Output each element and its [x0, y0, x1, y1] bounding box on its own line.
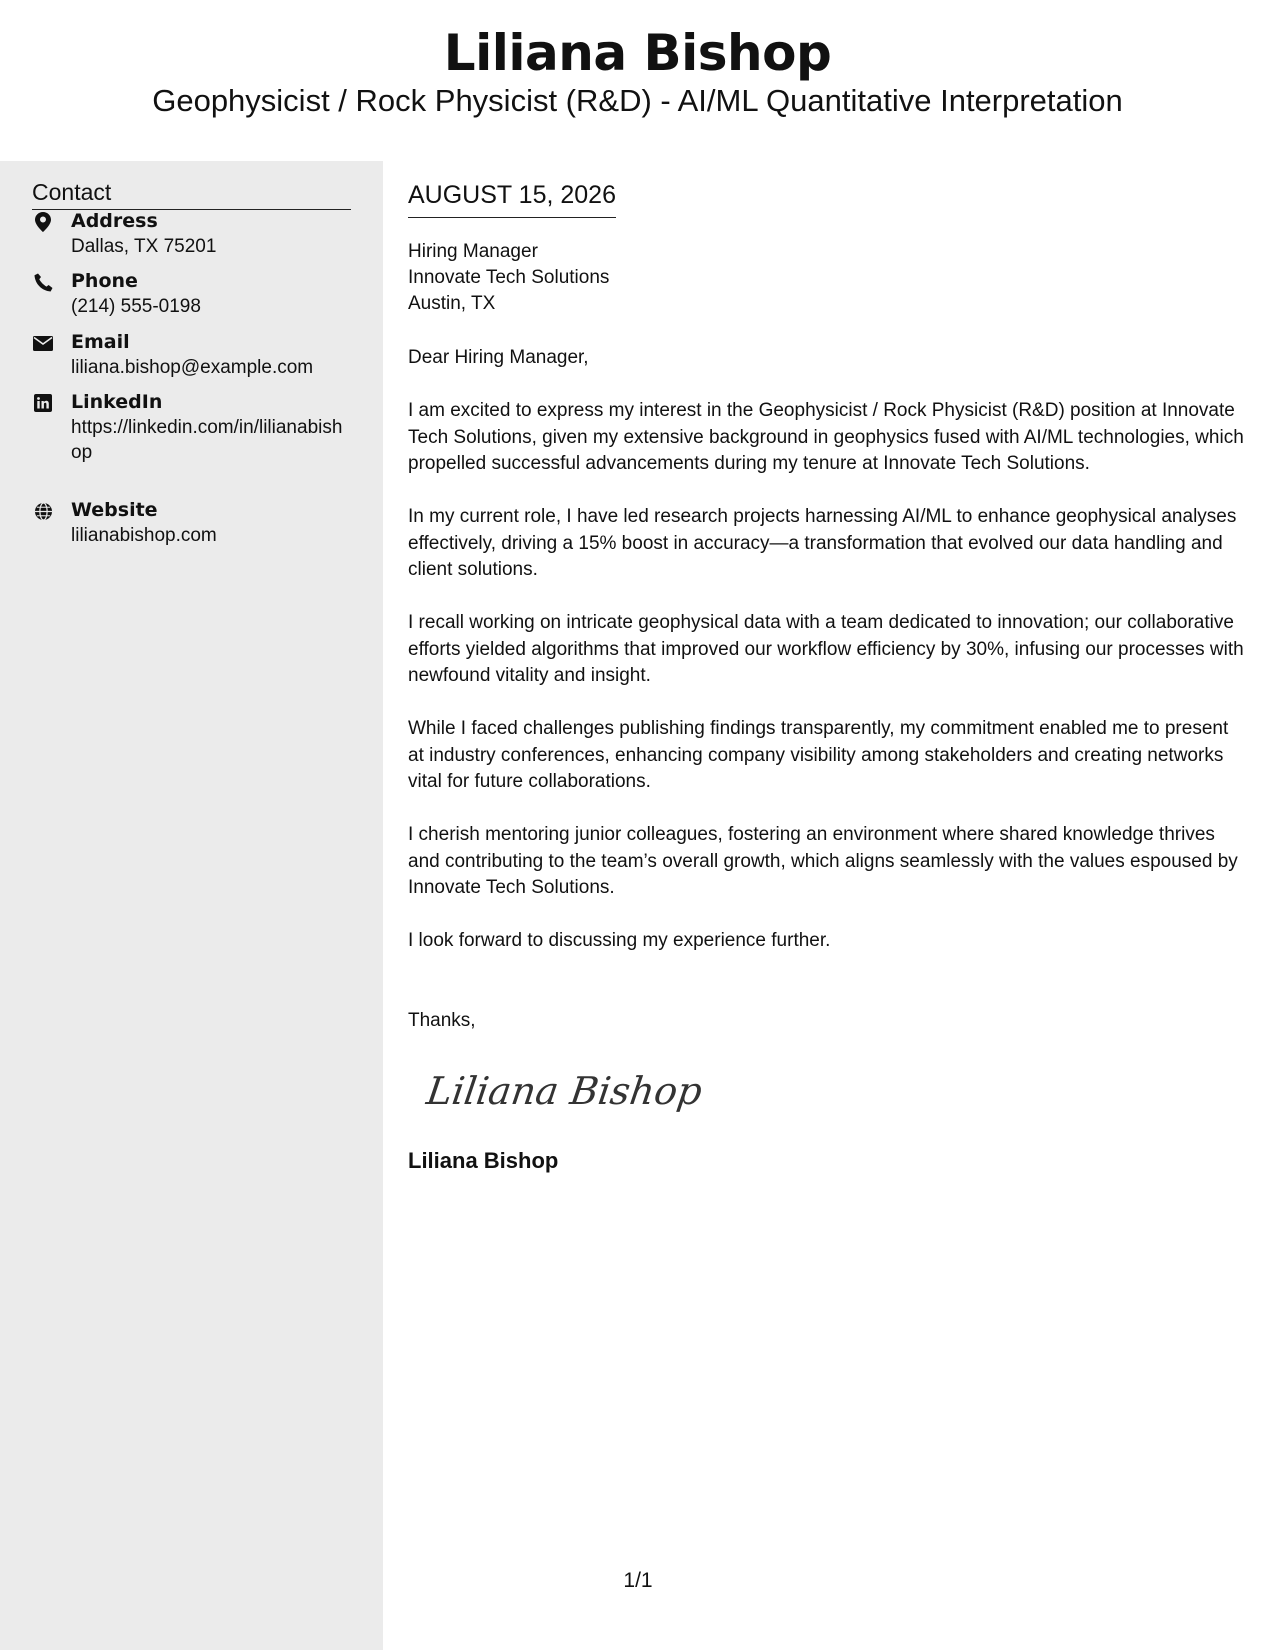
contact-sidebar [0, 161, 383, 1650]
contact-heading: Contact [32, 177, 351, 210]
contact-label: LinkedIn [71, 391, 163, 413]
signed-name: Liliana Bishop [408, 1148, 559, 1173]
contact-label: Website [71, 499, 158, 521]
handwritten-signature [423, 1056, 705, 1126]
linkedin-icon [32, 392, 54, 414]
page-number: 1/1 [623, 1569, 653, 1592]
letter-paragraph: I am excited to express my interest in the Geophysicist / Rock Physicist (R&D) position at Innovate Tech Solutions, given my extensive background in geophysics fused with AI/ML technologies, which propelled successful advancements during my tenure at Innovate Tech Solutions. [408, 400, 1244, 474]
contact-value[interactable]: https://linkedin.com/in/lilianabishop [71, 417, 343, 463]
letter-date: AUGUST 15, 2026 [408, 179, 616, 218]
contact-label: Email [71, 331, 130, 353]
location-pin-icon [32, 211, 54, 233]
contact-label: Phone [71, 270, 138, 292]
recipient-line: Hiring Manager [408, 241, 538, 262]
contact-value: Dallas, TX 75201 [71, 236, 217, 257]
recipient-line: Austin, TX [408, 293, 496, 314]
greeting: Dear Hiring Manager, [408, 347, 589, 368]
closing: Thanks, [408, 1010, 476, 1031]
letter-header [0, 0, 1275, 160]
letter-paragraph: In my current role, I have led research projects harnessing AI/ML to enhance geophysical analyses effectively, driving a 15% boost in accuracy—a transformation that evolved our data handling and client solutions. [408, 506, 1237, 580]
globe-icon [32, 500, 54, 522]
envelope-icon [32, 332, 54, 354]
recipient-block [408, 239, 609, 317]
contact-label: Address [71, 210, 158, 232]
contact-value: (214) 555-0198 [71, 296, 201, 317]
applicant-title: Geophysicist / Rock Physicist (R&D) - AI/ML Quantitative Interpretation [152, 83, 1123, 118]
phone-icon [32, 271, 54, 293]
signature-text: Liliana Bishop [423, 1070, 705, 1114]
letter-paragraph: While I faced challenges publishing findings transparently, my commitment enabled me to present at industry conferences, enhancing company visibility among stakeholders and creating networks vital for future collaborations. [408, 718, 1229, 792]
contact-value: liliana.bishop@example.com [71, 357, 314, 378]
letter-paragraph: I recall working on intricate geophysical data with a team dedicated to innovation; our collaborative efforts yielded algorithms that improved our workflow efficiency by 30%, infusing our processes with newfound vitality and insight. [408, 612, 1244, 686]
letter-paragraph: I cherish mentoring junior colleagues, fostering an environment where shared knowledge thrives and contributing to the team’s overall growth, which aligns seamlessly with the values espoused by Innovate Tech Solutions. [408, 824, 1238, 898]
contact-value[interactable]: lilianabishop.com [71, 525, 217, 546]
applicant-name: Liliana Bishop [443, 24, 832, 82]
letter-paragraph: I look forward to discussing my experience further. [408, 930, 831, 951]
recipient-line: Innovate Tech Solutions [408, 267, 610, 288]
